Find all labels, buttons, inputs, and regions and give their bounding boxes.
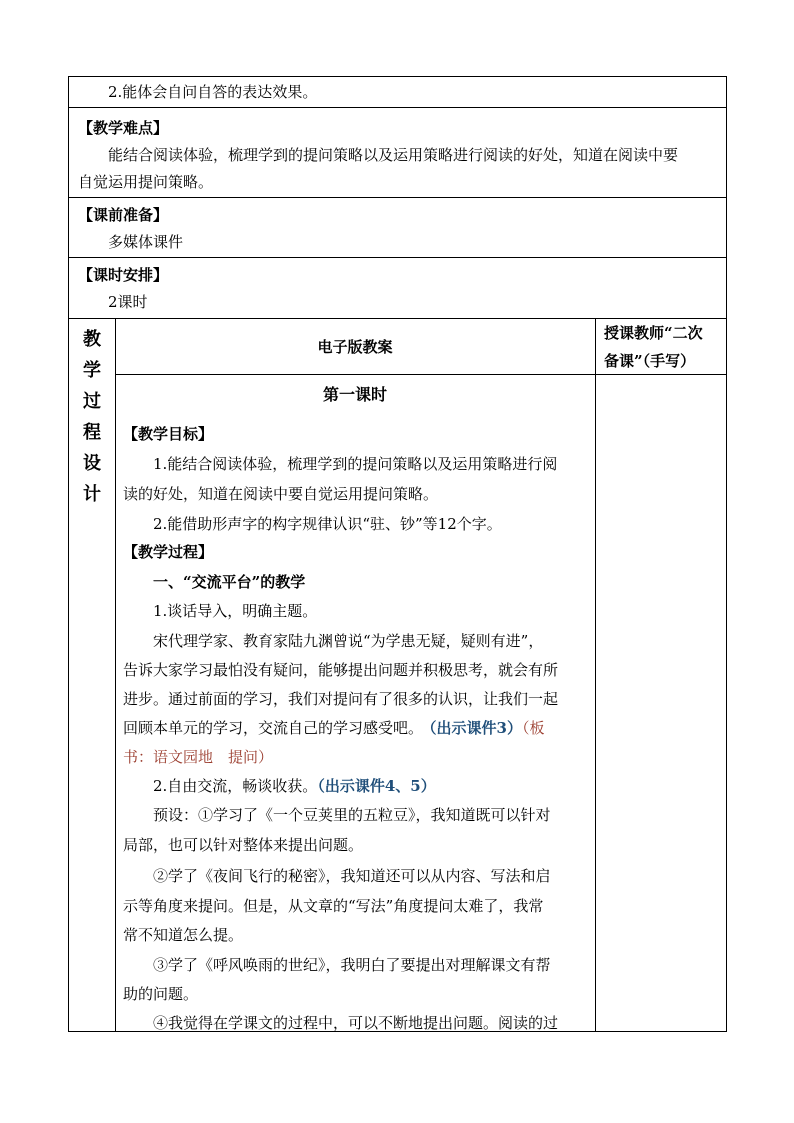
difficulty-text: 能结合阅读体验，梳理学到的提问策略以及运用策略进行阅读的好处，知道在阅读中要: [108, 146, 679, 164]
preset-answer: 常不知道怎么提。: [123, 926, 244, 944]
side-label-char: 程: [83, 422, 101, 443]
difficulty-text: 自觉运用提问策略。: [78, 173, 214, 191]
teacher-notes-header: 备课”（手写）: [604, 352, 696, 370]
process-heading: 【教学过程】: [123, 543, 214, 561]
goal-text: 1.能结合阅读体验，梳理学到的提问策略以及运用策略进行阅: [153, 455, 558, 473]
goal-heading: 【教学目标】: [123, 425, 214, 443]
electronic-plan-header: 电子版教案: [317, 338, 393, 356]
row-divider: [68, 197, 727, 198]
lesson-title: 第一课时: [322, 385, 387, 404]
preset-answer: ②学了《夜间飞行的秘密》，我知道还可以从内容、写法和启: [153, 867, 551, 885]
courseware-cue: （出示课件4、5）: [317, 777, 436, 795]
prep-text: 多媒体课件: [108, 233, 184, 251]
step-text: [153, 776, 436, 796]
side-label-char: 学: [83, 360, 101, 381]
paragraph-text: [123, 718, 544, 738]
step-fragment: 2.自由交流，畅谈收获。: [153, 777, 318, 795]
courseware-cue: （出示课件3）: [429, 719, 522, 737]
side-label-char: 设: [83, 453, 101, 474]
section-title: 一、“交流平台”的教学: [153, 573, 306, 591]
column-divider: [115, 318, 116, 1032]
header-divider: [115, 374, 727, 375]
preset-answer: ④我觉得在学课文的过程中，可以不断地提出问题。阅读的过: [153, 1014, 559, 1032]
goal-text: 读的好处，知道在阅读中要自觉运用提问策略。: [123, 485, 439, 503]
column-divider: [595, 318, 596, 1032]
side-label-char: 教: [83, 329, 101, 350]
side-label-char: 计: [83, 484, 101, 505]
row-divider: [68, 107, 727, 108]
teacher-notes-header: 授课教师“二次: [604, 324, 703, 342]
process-design-label: [77, 324, 107, 510]
difficulty-heading: 【教学难点】: [78, 119, 169, 137]
goal-text: 2.能借助形声字的构字规律认识“驻、钞”等12个字。: [153, 515, 502, 533]
paragraph-text: 进步。通过前面的学习，我们对提问有了很多的认识，让我们一起: [123, 690, 559, 708]
side-label-char: 过: [83, 391, 101, 412]
schedule-heading: 【课时安排】: [78, 266, 169, 284]
preset-answer: 助的问题。: [123, 985, 199, 1003]
row-divider: [68, 257, 727, 258]
prep-heading: 【课前准备】: [78, 206, 169, 224]
objective-2: 2.能体会自问自答的表达效果。: [108, 83, 318, 101]
schedule-text: 2课时: [108, 293, 148, 311]
step-text: 1.谈话导入，明确主题。: [153, 602, 318, 620]
preset-answer: 示等角度来提问。但是，从文章的“写法”角度提问太难了，我常: [123, 897, 544, 915]
preset-answer: 局部，也可以针对整体来提出问题。: [123, 836, 364, 854]
board-writing-cue: 书：语文园地 提问）: [123, 748, 274, 766]
paragraph-text: 告诉大家学习最怕没有疑问，能够提出问题并积极思考，就会有所: [123, 661, 559, 679]
preset-answer: 预设：①学习了《一个豆荚里的五粒豆》，我知道既可以针对: [153, 806, 551, 824]
paragraph-text: 宋代理学家、教育家陆九渊曾说“为学患无疑，疑则有进”，: [153, 632, 544, 650]
paragraph-fragment: 回顾本单元的学习，交流自己的学习感受吧。: [123, 719, 424, 737]
row-divider: [68, 318, 727, 319]
preset-answer: ③学了《呼风唤雨的世纪》，我明白了要提出对理解课文有帮: [153, 956, 551, 974]
board-writing-cue: （板: [521, 719, 545, 737]
